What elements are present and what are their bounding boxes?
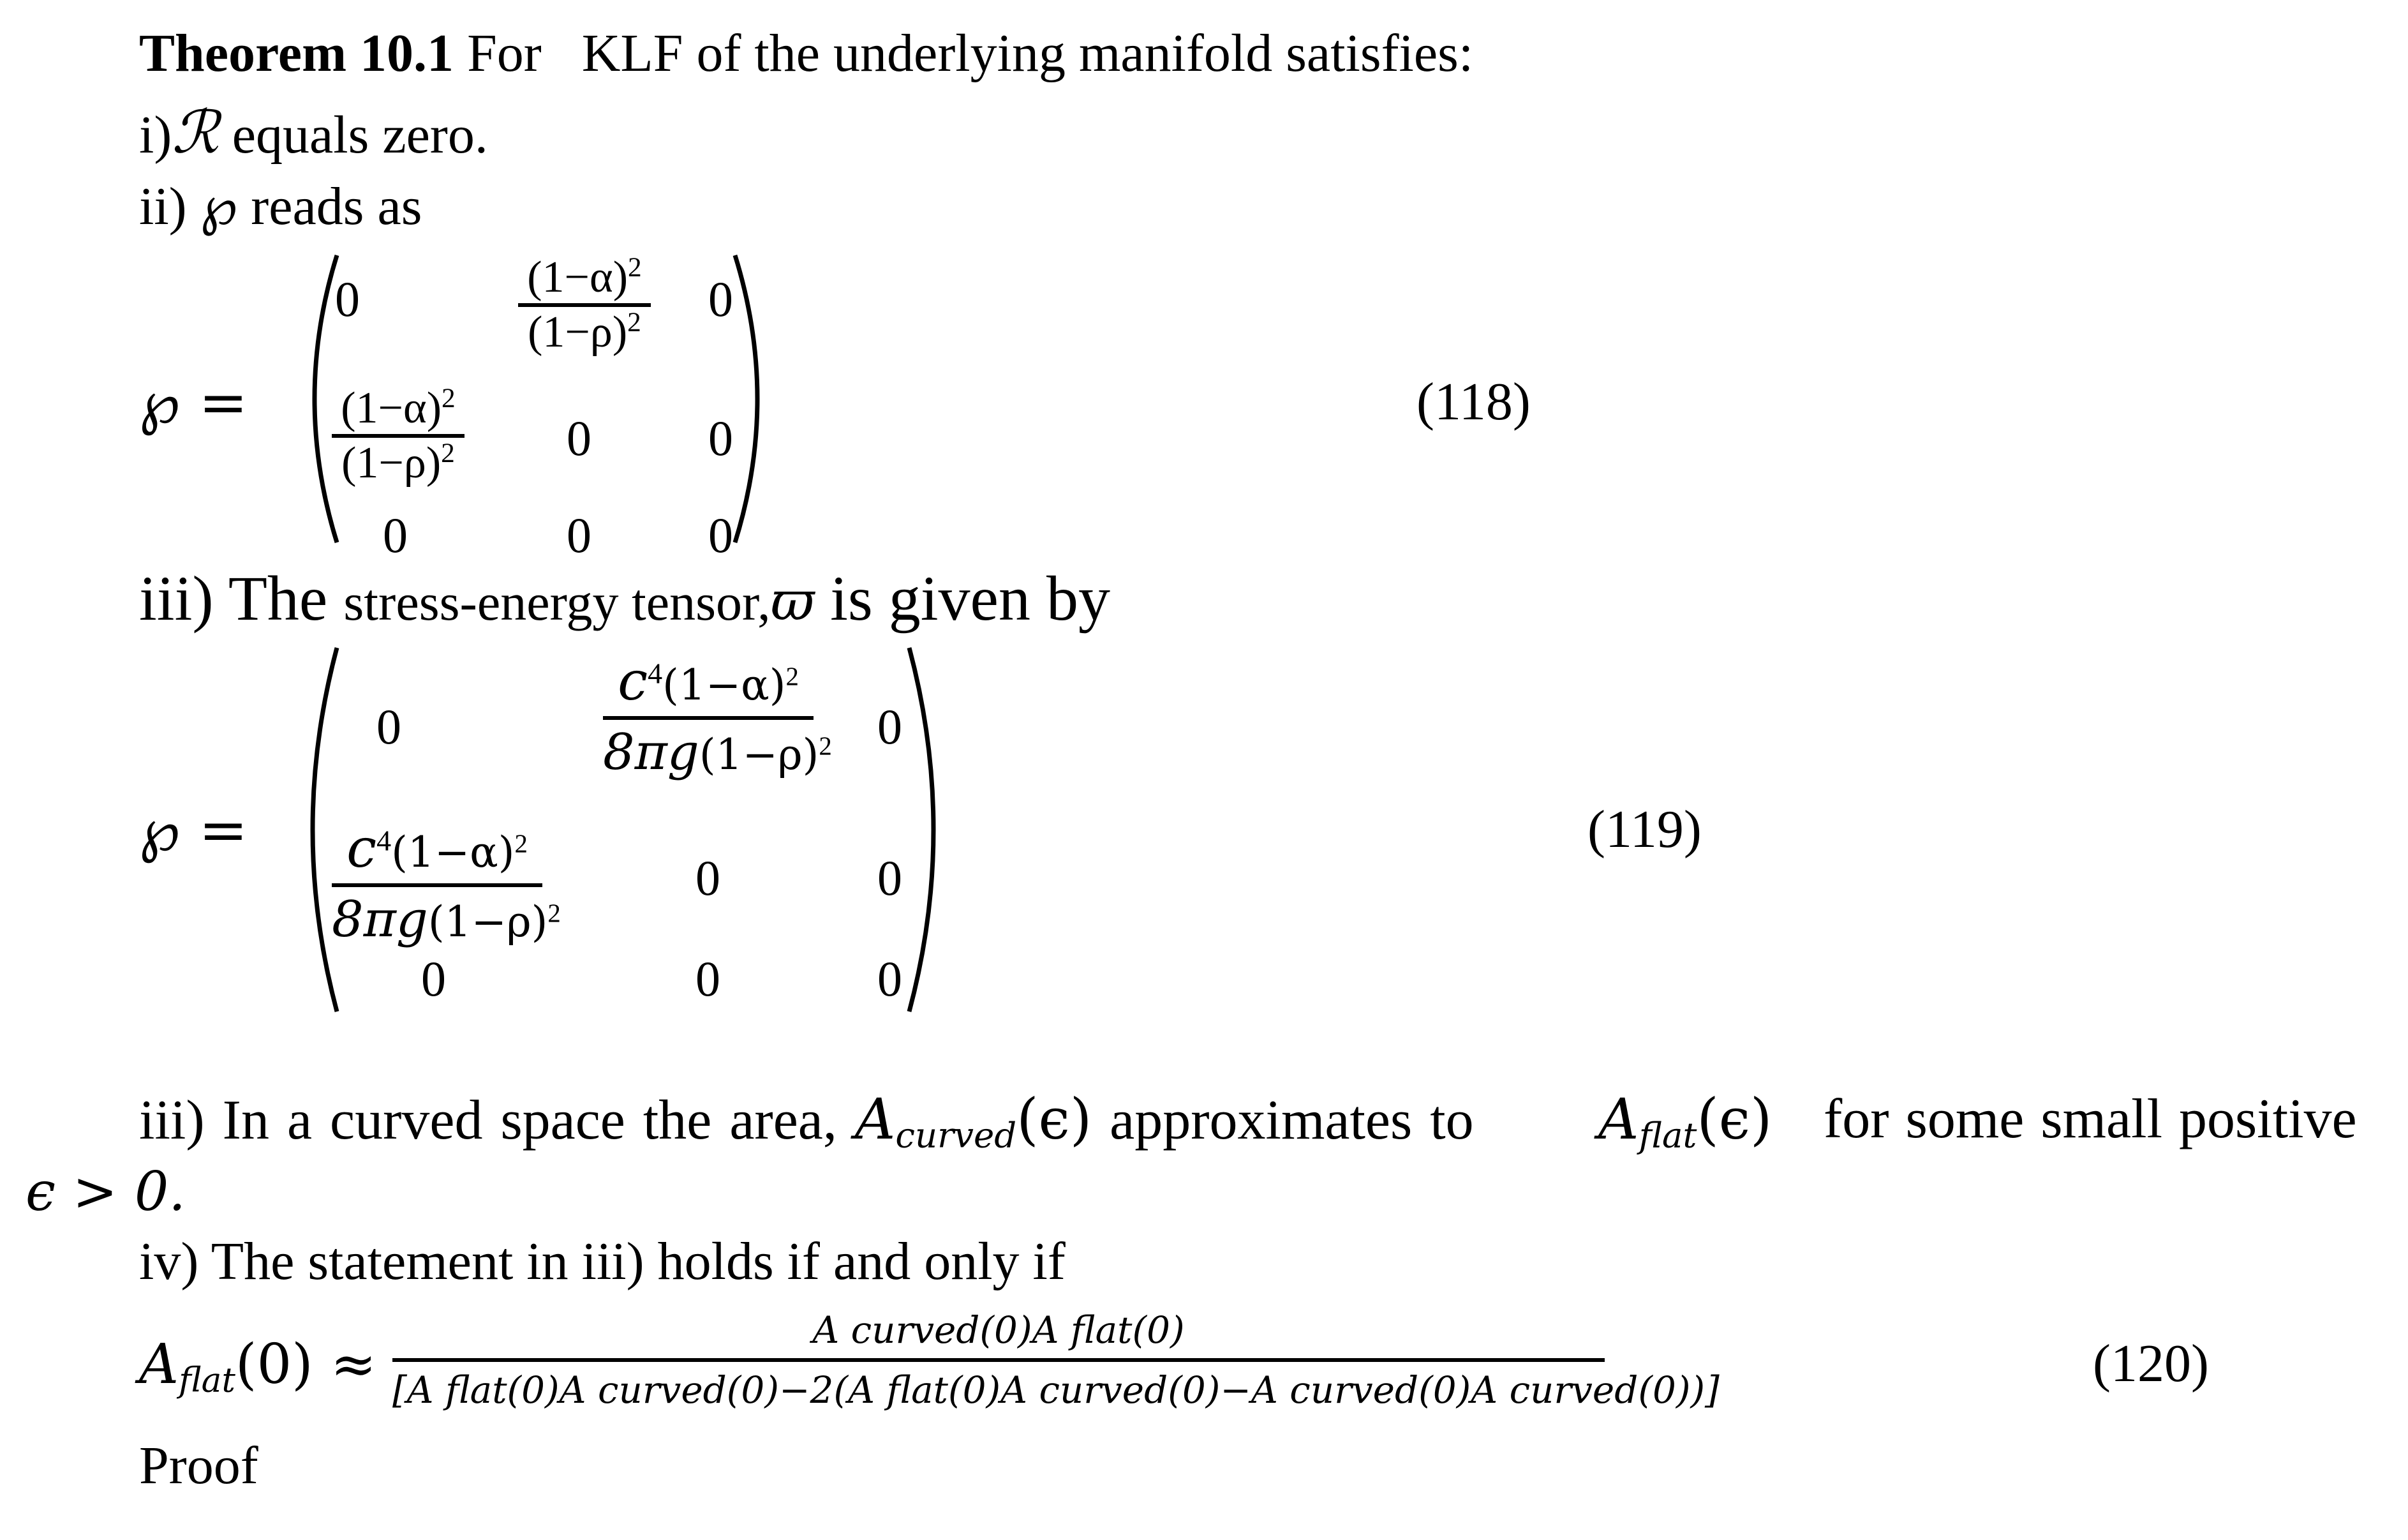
- item-i-prefix: i): [139, 105, 172, 165]
- item-ii: [139, 174, 422, 237]
- eq119-cell-12: $c^4(1-\alpha)^2$ $8\pi g(1-\rho)^2$: [603, 650, 832, 781]
- eq120-numerator: A curved(0)A flat(0): [812, 1308, 1185, 1352]
- eq118-cell-33: 0: [708, 507, 733, 563]
- item-iii-area: [139, 1086, 1474, 1156]
- item-ii-prefix: ii): [139, 177, 187, 236]
- eq120-denominator: [A flat(0)A curved(0)−2(A flat(0)A curved(0)−A curved(0)A curved(0))]: [392, 1368, 1720, 1412]
- eq119-cell-23: 0: [877, 850, 902, 906]
- item-iii-small: stress-energy tensor,: [343, 573, 771, 631]
- eq118-cell-32: 0: [567, 507, 591, 563]
- eq118-right-paren: [727, 252, 785, 546]
- ricci-tensor-symbol: ℘: [200, 174, 238, 237]
- ricci-scalar-symbol: ℛ: [172, 98, 219, 167]
- item-i: [139, 98, 488, 167]
- theorem-heading: [139, 24, 1474, 83]
- eq119-cell-31: 0: [421, 951, 446, 1006]
- item-ii-text: reads as: [251, 177, 422, 236]
- proof-label: Proof: [139, 1436, 258, 1495]
- theorem-lead: For KLF of the underlying manifold satisfies:: [454, 24, 1474, 83]
- eq118-cell-22: 0: [567, 410, 591, 466]
- item-iii-prefix: iii) The: [139, 563, 344, 634]
- item-iii-suffix: is given by: [830, 563, 1110, 634]
- a-flat-eps: $A_{flat}(\epsilon)$: [1598, 1086, 1773, 1156]
- item-iv: iv) The statement in iii) holds if and only if: [139, 1232, 1066, 1291]
- item-iii-area-mid: approximates to: [1110, 1089, 1474, 1151]
- eq118-cell-31: 0: [383, 507, 408, 563]
- item-iii-area-tail: for some small positive: [1824, 1088, 2357, 1150]
- eq118-cell-21: $(1-\alpha)^2$ $(1-\rho)^2$: [332, 383, 465, 489]
- eq118-cell-13: 0: [708, 271, 733, 327]
- item-iii: [139, 563, 1110, 634]
- a-curved-eps: $A_{curved}(\epsilon)$: [854, 1086, 1092, 1156]
- item-iii-area-lead: iii) In a curved space the area,: [139, 1089, 837, 1151]
- stress-energy-symbol: ϖ: [770, 570, 815, 632]
- eq119-right-paren: [903, 645, 960, 1015]
- eq118-cell-12: $(1-\alpha)^2$ $(1-\rho)^2$: [518, 252, 651, 358]
- eq120-fraction: [392, 1308, 1720, 1412]
- eq118-cell-23: 0: [708, 410, 733, 466]
- eq119-cell-33: 0: [877, 951, 902, 1006]
- eq119-lhs: ℘ =: [139, 796, 248, 864]
- item-i-text: equals zero.: [232, 105, 488, 165]
- eq119-number: (119): [1587, 800, 1702, 859]
- eq119-cell-11: 0: [376, 699, 401, 754]
- eq119-cell-32: 0: [695, 951, 720, 1006]
- eq118-cell-11: 0: [335, 271, 360, 327]
- eq118-number: (118): [1416, 372, 1531, 431]
- eq119-cell-22: 0: [695, 850, 720, 906]
- eq119-cell-21: $c^4(1-\alpha)^2$ $8\pi g(1-\rho)^2$: [332, 817, 561, 948]
- eq119-cell-13: 0: [877, 699, 902, 754]
- eq120-number: (120): [2093, 1334, 2209, 1393]
- theorem-label: Theorem 10.1: [139, 24, 454, 83]
- epsilon-positive: ϵ > 0.: [26, 1160, 186, 1223]
- eq120-lhs: $A_{flat}(0)$ ≈: [139, 1333, 377, 1400]
- eq118-lhs: ℘ =: [139, 368, 248, 437]
